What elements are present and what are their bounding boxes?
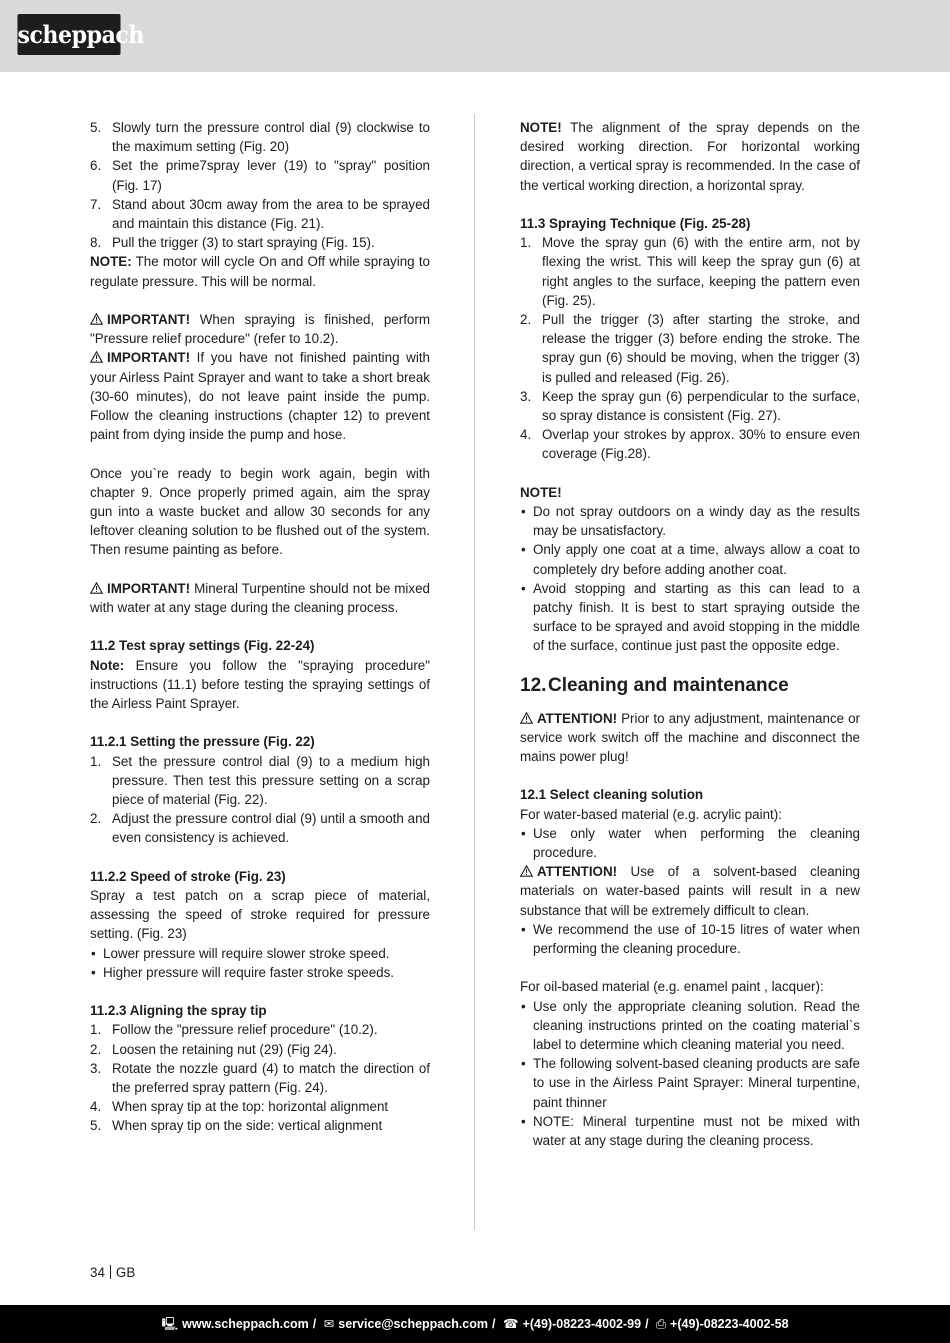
note-paragraph: Note: Ensure you follow the "spraying procedure" instructions (11.1) before testing the spraying settings of the Airless Paint Sprayer. [90,657,430,712]
section-heading: 11.2.3 Aligning the spray tip [90,1003,267,1019]
list-item: 2. Adjust the pressure control dial (9) until a smooth and even consistency is achieved. [90,811,430,846]
pressure-steps-list [90,752,430,848]
website-link[interactable]: www.scheppach.com [182,1317,309,1331]
important-paragraph: IMPORTANT! If you have not finished painting with your Airless Paint Sprayer and want to take a short break (30-60 minutes), do not leave paint inside the pump. Follow the cleaning instructions (chapter 12) to prevent paint from dying inside the pump and hose. [90,350,430,443]
list-item: 1. Set the pressure control dial (9) to a medium high pressure. Then test this pressure setting on a scrap piece of material (Fig. 22). [90,753,430,808]
list-item: • Only apply one coat at a time, always allow a coat to completely dry before adding another coat. [521,542,860,577]
column-divider [474,114,475,1230]
stroke-bullet-list [90,944,430,982]
list-item: 8. Pull the trigger (3) to start spraying (Fig. 15). [90,235,375,251]
warning-icon [90,348,104,367]
brand-logo: scheppach [17,14,120,55]
attention-paragraph: ATTENTION! Prior to any adjustment, maintenance or service work switch off the machine and disconnect the mains power plug! [520,710,860,765]
note-bullet-list [520,502,860,656]
phone-icon: ☎ [502,1317,519,1331]
water-bullet-list [520,824,860,862]
oil-bullet-list [520,997,860,1151]
list-item: • The following solvent-based cleaning products are safe to use in the Airless Paint Sprayer: Mineral turpentine, paint thinner [521,1056,860,1110]
important-paragraph: IMPORTANT! Mineral Turpentine should not be mixed with water at any stage during the cleaning process. [90,580,430,616]
left-column [90,118,430,1136]
tip-steps-list [90,1020,430,1135]
list-item: 4. When spray tip at the top: horizontal alignment [90,1099,389,1115]
list-item: 3. Keep the spray gun (6) perpendicular to the surface, so spray distance is consistent (Fig. 27). [520,388,860,424]
note-heading: NOTE! [520,484,562,500]
list-item: • Higher pressure will require faster stroke speeds. [91,964,394,980]
email-link[interactable]: service@scheppach.com [338,1317,489,1331]
list-item: 7. Stand about 30cm away from the area to be sprayed and maintain this distance (Fig. 21). [90,196,430,232]
stroke-paragraph: Spray a test patch on a scrap piece of material, assessing the speed of stroke required for pressure setting. (Fig. 23) [90,888,430,942]
list-item: 1. Follow the "pressure relief procedure" (10.2). [90,1022,378,1038]
fax-icon: ⎙ [656,1317,667,1331]
warning-icon [520,709,534,728]
section-heading: 11.2.2 Speed of stroke (Fig. 23) [90,868,286,884]
spraying-steps-list [90,118,430,252]
right-column [520,118,860,1150]
list-item: • We recommend the use of 10-15 litres of water when performing the cleaning procedure. [521,921,860,957]
water-amount-list [520,920,860,958]
page-footer: 🖳 www.scheppach.com / ✉ service@scheppach.com / ☎ +(49)-08223-4002-99 / ⎙ +(49)-08223-4002-58 [0,1305,950,1343]
list-item: • Do not spray outdoors on a windy day as the results may be unsatisfactory. [521,504,860,539]
warning-icon [90,310,104,329]
section-heading: 11.3 Spraying Technique (Fig. 25-28) [520,216,751,231]
note-paragraph: NOTE! The alignment of the spray depends on the desired working direction. For horizontal working direction, a vertical spray is recommended. In the case of the vertical working direction, a horizontal spray. [520,120,860,193]
list-item: • Use only the appropriate cleaning solution. Read the cleaning instructions printed on the coating material`s label to determine which cleaning material you need. [521,998,860,1053]
note-paragraph: NOTE: The motor will cycle On and Off while spraying to regulate pressure. This will be normal. [90,254,430,289]
list-item: • NOTE: Mineral turpentine must not be mixed with water at any stage during the cleaning process. [521,1113,860,1149]
warning-icon [520,862,534,881]
technique-steps-list [520,233,860,463]
section-heading: 12.1 Select cleaning solution [520,787,704,803]
warning-icon [90,579,104,598]
list-item: • Use only water when performing the cleaning procedure. [521,825,860,861]
list-item: 4. Overlap your strokes by approx. 30% to ensure even coverage (Fig.28). [520,427,860,462]
list-item: 5. Slowly turn the pressure control dial (9) clockwise to the maximum setting (Fig. 20) [90,120,430,155]
list-item: • Lower pressure will require slower stroke speed. [91,945,390,961]
list-item: 2. Loosen the retaining nut (29) (Fig 24). [90,1041,337,1057]
section-heading: 11.2 Test spray settings (Fig. 22-24) [90,638,315,654]
list-item: 5. When spray tip on the side: vertical alignment [90,1118,383,1134]
resume-paragraph: Once you`re ready to begin work again, begin with chapter 9. Once properly primed again, aim the spray gun into a waste bucket and allow 30 seconds for any leftover cleaning solution to be flushed out of the system. Then resume painting as before. [90,465,430,558]
section-heading: 11.2.1 Setting the pressure (Fig. 22) [90,734,315,750]
mail-icon: ✉ [323,1317,335,1331]
computer-icon: 🖳 [161,1317,179,1331]
attention-paragraph: ATTENTION! Use of a solvent-based cleaning materials on water-based paints will result in a new substance that will be extremely difficult to clean. [520,864,860,918]
list-item: 2. Pull the trigger (3) after starting the stroke, and release the trigger (3) before ending the stroke. The spray gun (6) should be moving, when the trigger (3) is pulled and released (Fig. 26). [520,312,860,385]
chapter-heading: 12.Cleaning and maintenance [520,674,789,696]
page-header [0,0,950,72]
phone-number: +(49)-08223-4002-99 [522,1317,642,1331]
water-intro: For water-based material (e.g. acrylic paint): [520,806,782,822]
oil-intro: For oil-based material (e.g. enamel paint , lacquer): [520,979,824,995]
list-item: • Avoid stopping and starting as this can lead to a patchy finish. It is best to start spraying outside the surface to be sprayed and avoid stopping in the middle of the surface, continue just past the opposite edge. [521,580,860,654]
list-item: 3. Rotate the nozzle guard (4) to match the direction of the preferred spray pattern (Fig. 24). [90,1060,430,1096]
list-item: 6. Set the prime7spray lever (19) to "spray" position (Fig. 17) [90,158,430,193]
fax-number: +(49)-08223-4002-58 [670,1317,789,1331]
list-item: 1. Move the spray gun (6) with the entire arm, not by flexing the wrist. This will keep the spray gun (6) at right angles to the surface, keeping the pattern even (Fig. 25). [520,235,860,308]
important-paragraph: IMPORTANT! When spraying is finished, perform "Pressure relief procedure" (refer to 10.2). [90,312,430,347]
page-number: 34 GB [90,1265,136,1280]
